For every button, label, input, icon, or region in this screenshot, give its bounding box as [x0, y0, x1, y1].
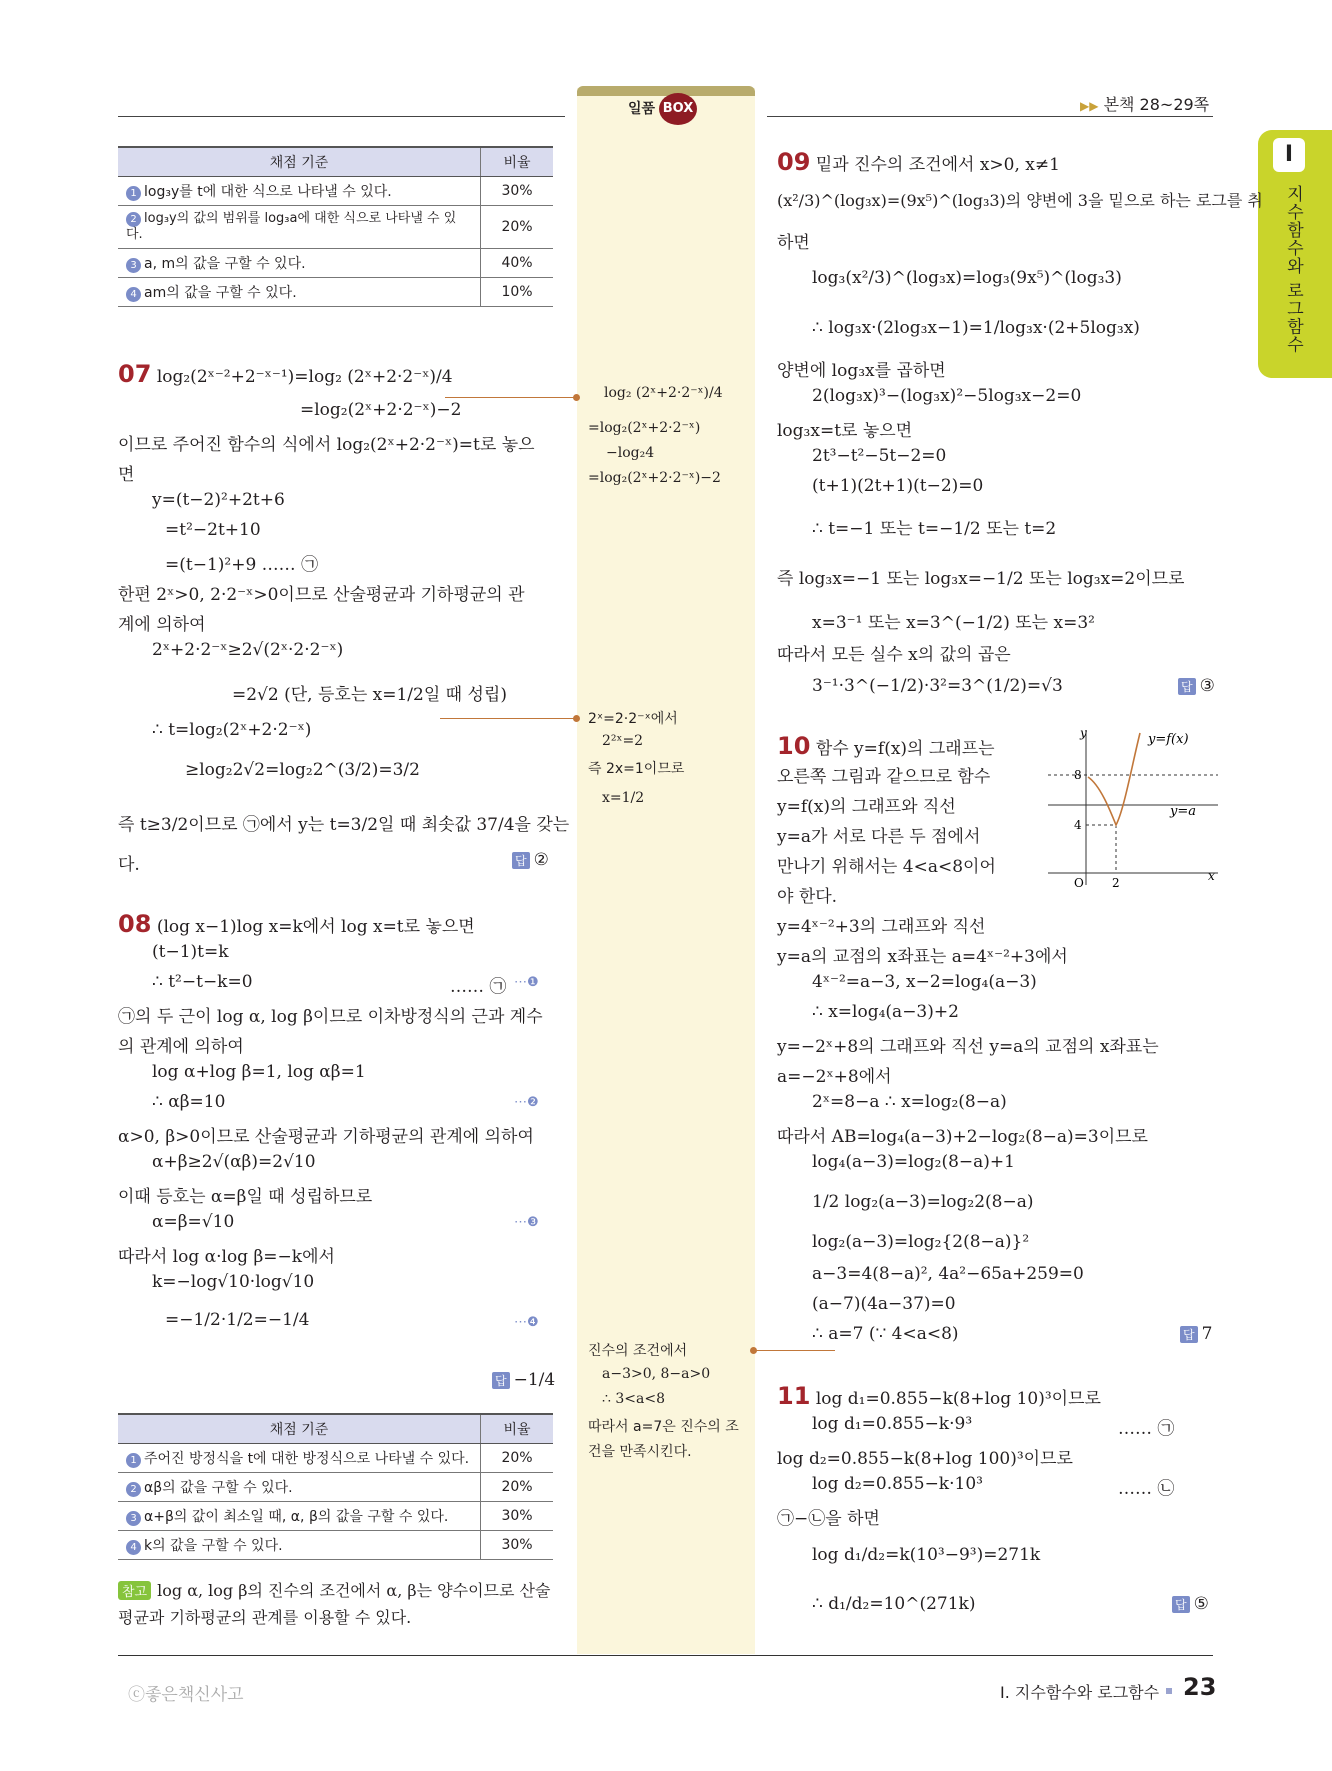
- solution-line: log α+log β=1, log αβ=1: [152, 1062, 366, 1082]
- circle-number-icon: 1: [126, 1453, 141, 1468]
- side-note-2-line: 2ˣ=2·2⁻ˣ에서: [588, 711, 678, 727]
- solution-line: 이때 등호는 α=β일 때 성립하므로: [118, 1187, 373, 1207]
- solution-line: ∴ αβ=10: [152, 1092, 226, 1112]
- page-reference: [1080, 92, 1209, 115]
- solution-line: 3⁻¹·3^(−1/2)·3²=3^(1/2)=√3: [812, 676, 1063, 696]
- answer-value: ③: [1199, 676, 1215, 696]
- ratio-cell: 20%: [481, 1473, 554, 1502]
- table-row: [118, 278, 553, 307]
- ratio-cell: 20%: [481, 206, 554, 249]
- solution-line: 1/2 log₂(a−3)=log₂2(8−a): [812, 1192, 1034, 1212]
- answer-icon: 답: [1178, 678, 1196, 695]
- solution-line: y=(t−2)²+2t+6: [152, 490, 285, 510]
- header-rule-left: [118, 116, 565, 117]
- solution-line: 한편 2ˣ>0, 2·2⁻ˣ>0이므로 산술평균과 기하평균의 관: [118, 585, 525, 605]
- solution-line: y=4ˣ⁻²+3의 그래프와 직선: [777, 917, 986, 937]
- problem-11-line-1: [777, 1382, 1101, 1410]
- ratio-cell: 10%: [481, 278, 554, 307]
- solution-line: 만나기 위해서는 4<a<8이어: [777, 857, 996, 877]
- answer-mark: [1180, 1324, 1212, 1344]
- table2-header-ratio: 비율: [481, 1414, 554, 1444]
- circle-number-icon: 4: [126, 287, 141, 302]
- solution-line: 즉 t≥3/2이므로 ㉠에서 y는 t=3/2일 때 최솟값 37/4을 갖는: [118, 815, 570, 835]
- problem-number: 11: [777, 1382, 811, 1410]
- criteria-text: log₃y를 t에 대한 식으로 나타낼 수 있다.: [144, 184, 392, 200]
- solution-line: k=−log√10·log√10: [152, 1272, 315, 1292]
- solution-line: ∴ d₁/d₂=10^(271k): [812, 1594, 976, 1614]
- answer-mark: [1172, 1594, 1209, 1614]
- y-axis-label: y: [1080, 726, 1087, 740]
- solution-line: log₃x=t로 놓으면: [777, 421, 913, 441]
- curve-label: y=f(x): [1148, 732, 1189, 747]
- solution-line: 2t³−t²−5t−2=0: [812, 446, 947, 466]
- solution-line: 4ˣ⁻²=a−3, x−2=log₄(a−3): [812, 972, 1037, 992]
- footer-chapter: I. 지수함수와 로그함수: [1000, 1683, 1160, 1702]
- solution-line: 면: [118, 465, 135, 485]
- connector-dot: [573, 394, 580, 401]
- solution-line: =−1/2·1/2=−1/4: [165, 1310, 310, 1330]
- problem-number: 07: [118, 360, 152, 388]
- side-note-2-line: 2²ˣ=2: [602, 733, 644, 749]
- answer-value: ⑤: [1193, 1594, 1209, 1614]
- x-axis-label: x: [1208, 869, 1215, 883]
- problem-09-line-1: [777, 148, 1060, 176]
- criteria-text: α+β의 값이 최소일 때, α, β의 값을 구할 수 있다.: [144, 1509, 449, 1525]
- table1-header-ratio: 비율: [481, 147, 554, 177]
- solution-line: =(t−1)²+9 …… ㉠: [165, 555, 319, 575]
- solution-line: ≥log₂2√2=log₂2^(3/2)=3/2: [185, 760, 420, 780]
- table2-header-criteria: 채점 기준: [118, 1414, 481, 1444]
- answer-value: 7: [1201, 1324, 1213, 1344]
- step-mark-1: ⋯❶: [514, 975, 539, 990]
- answer-mark: [492, 1370, 555, 1390]
- solution-line: 따라서 AB=log₄(a−3)+2−log₂(8−a)=3이므로: [777, 1127, 1148, 1147]
- solution-line: 계에 의하여: [118, 615, 206, 635]
- answer-icon: 답: [512, 852, 530, 869]
- solution-line: 2ˣ+2·2⁻ˣ≥2√(2ˣ·2·2⁻ˣ): [152, 640, 344, 660]
- solution-line: 의 관계에 의하여: [118, 1037, 244, 1057]
- solution-line: 2(log₃x)³−(log₃x)²−5log₃x−2=0: [812, 386, 1082, 406]
- side-strip-cap: [577, 86, 755, 96]
- table-row: [118, 249, 553, 278]
- table-row: [118, 1502, 553, 1531]
- solution-text: log d₁=0.855−k(8+log 10)³이므로: [815, 1389, 1101, 1409]
- answer-icon: 답: [1180, 1326, 1198, 1343]
- page-reference-text: 본책 28~29쪽: [1103, 95, 1210, 114]
- tick-label-8: 8: [1074, 768, 1082, 782]
- connector-dot: [750, 1347, 757, 1354]
- table-row: [118, 177, 553, 206]
- solution-line: 양변에 log₃x를 곱하면: [777, 361, 946, 381]
- hint-line-2: 평균과 기하평균의 관계를 이용할 수 있다.: [118, 1608, 412, 1627]
- side-note-2-line: 즉 2x=1이므로: [588, 761, 685, 777]
- solution-line: ∴ log₃x·(2log₃x−1)=1/log₃x·(2+5log₃x): [812, 318, 1140, 338]
- solution-line: 따라서 log α·log β=−k에서: [118, 1247, 335, 1267]
- circle-number-icon: 3: [126, 258, 141, 273]
- circle-number-icon: 1: [126, 186, 141, 201]
- solution-line: log₄(a−3)=log₂(8−a)+1: [812, 1152, 1015, 1172]
- circle-number-icon: 3: [126, 1511, 141, 1526]
- equation-tag: …… ㉠: [1118, 1419, 1175, 1439]
- solution-line: log d₁/d₂=k(10³−9³)=271k: [812, 1545, 1041, 1565]
- connector-line: [755, 1350, 835, 1351]
- tick-label-4: 4: [1074, 818, 1082, 832]
- solution-text: log₂(2ˣ⁻²+2⁻ˣ⁻¹)=log₂ (2ˣ+2·2⁻ˣ)/4: [156, 367, 453, 387]
- copyright: ⓒ좋은책신사고: [128, 1685, 244, 1705]
- solution-line: α=β=√10: [152, 1212, 235, 1232]
- ratio-cell: 40%: [481, 249, 554, 278]
- solution-line: log d₁=0.855−k·9³: [812, 1414, 973, 1434]
- answer-value: ②: [533, 850, 549, 870]
- solution-line: 하면: [777, 233, 810, 253]
- solution-line: 다.: [118, 855, 140, 875]
- side-note-3-line: a−3>0, 8−a>0: [602, 1366, 711, 1382]
- problem-number: 10: [777, 732, 811, 760]
- equation-tag: …… ㉡: [1118, 1479, 1175, 1499]
- line-label: y=a: [1170, 804, 1196, 819]
- problem-07-line-1: [118, 360, 453, 388]
- solution-line: y=−2ˣ+8의 그래프와 직선 y=a의 교점의 x좌표는: [777, 1037, 1159, 1057]
- solution-text: 밑과 진수의 조건에서 x>0, x≠1: [815, 155, 1060, 175]
- ratio-cell: 30%: [481, 1502, 554, 1531]
- solution-line: log d₂=0.855−k(8+log 100)³이므로: [777, 1449, 1073, 1469]
- solution-line: 따라서 모든 실수 x의 값의 곱은: [777, 645, 1011, 665]
- ratio-cell: 30%: [481, 1531, 554, 1560]
- connector-line: [445, 397, 578, 398]
- connector-dot: [573, 715, 580, 722]
- solution-line: =log₂(2ˣ+2·2⁻ˣ)−2: [300, 400, 462, 420]
- table-row: [118, 1531, 553, 1560]
- circle-number-icon: 2: [126, 1482, 141, 1497]
- solution-line: 오른쪽 그림과 같으므로 함수: [777, 767, 991, 787]
- chapter-tab-title: 지수함수와 로그함수: [1283, 185, 1303, 354]
- tick-label-2: 2: [1112, 876, 1120, 890]
- problem-number: 08: [118, 910, 152, 938]
- problem-number: 09: [777, 148, 811, 176]
- solution-line: log₃(x²/3)^(log₃x)=log₃(9x⁵)^(log₃3): [812, 268, 1122, 288]
- equation-tag: …… ㉠: [450, 977, 507, 997]
- grading-table-1: [118, 146, 553, 307]
- side-note-1-line: =log₂(2ˣ+2·2⁻ˣ): [588, 420, 701, 436]
- solution-line: ∴ a=7 (∵ 4<a<8): [812, 1324, 959, 1344]
- answer-mark: [512, 850, 549, 870]
- answer-mark: [1178, 676, 1215, 696]
- solution-line: ∴ x=log₄(a−3)+2: [812, 1002, 959, 1022]
- grading-table-2: [118, 1413, 553, 1560]
- criteria-text: αβ의 값을 구할 수 있다.: [144, 1480, 293, 1496]
- hint-tag: 참고: [118, 1581, 151, 1600]
- step-mark-4: ⋯❹: [514, 1315, 539, 1330]
- function-graph: [1040, 725, 1220, 890]
- criteria-text: 주어진 방정식을 t에 대한 방정식으로 나타낼 수 있다.: [144, 1451, 470, 1467]
- box-label: 일품: [628, 101, 656, 117]
- problem-08-line-1: [118, 910, 475, 938]
- origin-label: O: [1074, 876, 1084, 890]
- solution-line: (a−7)(4a−37)=0: [812, 1294, 956, 1314]
- side-note-3-line: 진수의 조건에서: [588, 1343, 688, 1359]
- solution-line: y=a가 서로 다른 두 점에서: [777, 827, 981, 847]
- ratio-cell: 30%: [481, 177, 554, 206]
- hint-text: log α, log β의 진수의 조건에서 α, β는 양수이므로 산술: [157, 1581, 551, 1600]
- function-curve: [1088, 733, 1140, 825]
- solution-line: log₂(a−3)=log₂{2(8−a)}²: [812, 1232, 1030, 1252]
- connector-line: [440, 718, 578, 719]
- solution-line: (t+1)(2t+1)(t−2)=0: [812, 476, 984, 496]
- solution-line: a=−2ˣ+8에서: [777, 1067, 892, 1087]
- ratio-cell: 20%: [481, 1444, 554, 1473]
- answer-icon: 답: [1172, 1596, 1190, 1613]
- box-badge: BOX: [659, 93, 697, 125]
- criteria-text: a, m의 값을 구할 수 있다.: [144, 256, 306, 272]
- step-mark-2: ⋯❷: [514, 1095, 539, 1110]
- table-row: [118, 1473, 553, 1502]
- solution-line: =2√2 (단, 등호는 x=1/2일 때 성립): [232, 685, 507, 705]
- hint-line-1: [118, 1578, 550, 1601]
- solution-line: α>0, β>0이므로 산술평균과 기하평균의 관계에 의하여: [118, 1127, 534, 1147]
- solution-line: ㉠의 두 근이 log α, log β이므로 이차방정식의 근과 계수: [118, 1007, 543, 1027]
- solution-line: (t−1)t=k: [152, 942, 229, 962]
- solution-text: 함수 y=f(x)의 그래프는: [815, 739, 995, 759]
- chapter-tab-number: I: [1273, 138, 1305, 172]
- table-row: [118, 206, 553, 249]
- side-note-1-line: =log₂(2ˣ+2·2⁻ˣ)−2: [588, 470, 721, 486]
- solution-line: ㉠−㉡을 하면: [777, 1509, 880, 1529]
- step-mark-3: ⋯❸: [514, 1215, 539, 1230]
- circle-number-icon: 4: [126, 1540, 141, 1555]
- side-note-3-line: 따라서 a=7은 진수의 조: [588, 1419, 739, 1435]
- footer-square-icon: [1166, 1688, 1172, 1694]
- solution-text: (log x−1)log x=k에서 log x=t로 놓으면: [156, 917, 475, 937]
- solution-line: 즉 log₃x=−1 또는 log₃x=−1/2 또는 log₃x=2이므로: [777, 569, 1185, 589]
- solution-line: ∴ t=−1 또는 t=−1/2 또는 t=2: [812, 519, 1057, 539]
- problem-10-line-1: [777, 732, 995, 760]
- solution-line: y=a의 교점의 x좌표는 a=4ˣ⁻²+3에서: [777, 947, 1068, 967]
- side-note-1-line: log₂ (2ˣ+2·2⁻ˣ)/4: [604, 385, 723, 401]
- side-note-3-line: ∴ 3<a<8: [602, 1391, 665, 1407]
- solution-line: 야 한다.: [777, 887, 838, 907]
- criteria-text: log₃y의 값의 범위를 log₃a에 대한 식으로 나타낼 수 있다.: [126, 211, 457, 242]
- table1-header-criteria: 채점 기준: [118, 147, 481, 177]
- answer-value: −1/4: [513, 1370, 556, 1390]
- solution-line: log d₂=0.855−k·10³: [812, 1474, 983, 1494]
- double-arrow-icon: ▶▶: [1080, 99, 1099, 113]
- answer-icon: 답: [492, 1372, 510, 1389]
- solution-line: x=3⁻¹ 또는 x=3^(−1/2) 또는 x=3²: [812, 613, 1095, 633]
- page-number: 23: [1183, 1673, 1217, 1701]
- side-note-3-line: 건을 만족시킨다.: [588, 1444, 692, 1460]
- solution-line: a−3=4(8−a)², 4a²−65a+259=0: [812, 1264, 1084, 1284]
- footer-rule: [118, 1655, 1213, 1656]
- side-note-2-line: x=1/2: [602, 790, 645, 806]
- circle-number-icon: 2: [126, 212, 141, 227]
- solution-line: 2ˣ=8−a ∴ x=log₂(8−a): [812, 1092, 1007, 1112]
- header-rule-right: [767, 116, 1213, 117]
- table-row: [118, 1444, 553, 1473]
- solution-line: 이므로 주어진 함수의 식에서 log₂(2ˣ+2·2⁻ˣ)=t로 놓으: [118, 435, 535, 455]
- solution-line: y=f(x)의 그래프와 직선: [777, 797, 956, 817]
- solution-line: (x²/3)^(log₃x)=(9x⁵)^(log₃3)의 양변에 3을 밑으로 하는 로그를 취: [777, 191, 1263, 210]
- solution-line: ∴ t=log₂(2ˣ+2·2⁻ˣ): [152, 720, 312, 740]
- solution-line: =t²−2t+10: [165, 520, 261, 540]
- solution-line: ∴ t²−t−k=0: [152, 972, 253, 992]
- side-note-1-line: −log₂4: [606, 445, 655, 461]
- criteria-text: am의 값을 구할 수 있다.: [144, 285, 297, 301]
- solution-line: α+β≥2√(αβ)=2√10: [152, 1152, 316, 1172]
- criteria-text: k의 값을 구할 수 있다.: [144, 1538, 283, 1554]
